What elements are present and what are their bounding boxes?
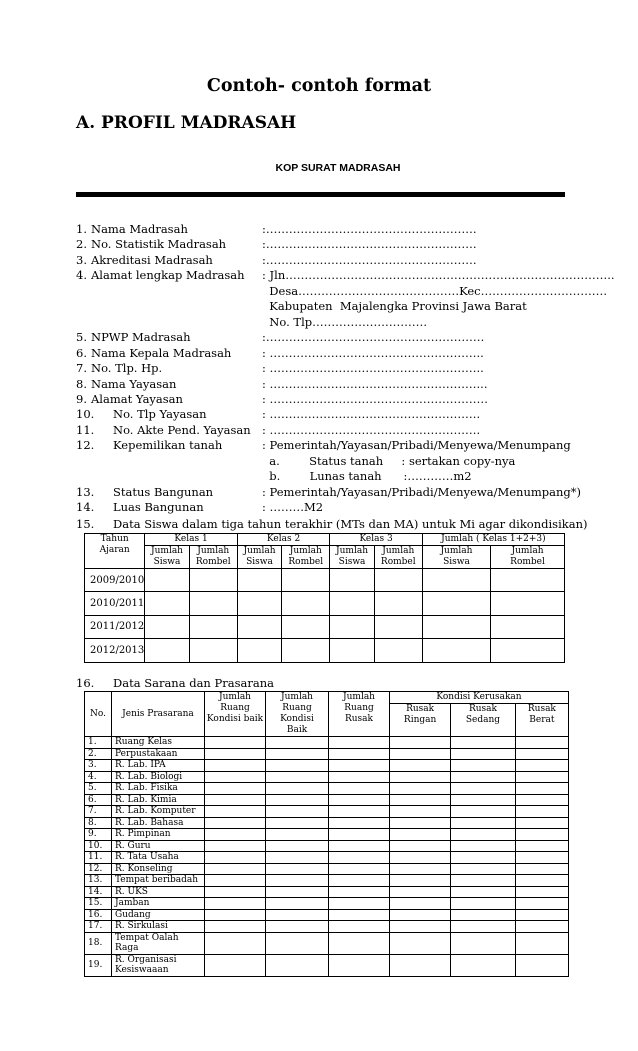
row-number: 19. xyxy=(85,954,112,976)
field-label: Alamat lengkap Madrasah xyxy=(91,268,245,283)
input-cell[interactable] xyxy=(329,771,390,783)
facility-name: R. Organisasi Kesiswaaan xyxy=(112,954,205,976)
input-cell[interactable] xyxy=(266,840,329,852)
field-value[interactable]: : ………………………………………………… xyxy=(262,391,489,406)
table-row xyxy=(85,639,565,663)
input-cell[interactable] xyxy=(451,921,516,933)
input-cell[interactable] xyxy=(266,898,329,910)
input-cell[interactable] xyxy=(237,615,281,639)
row-number: 11. xyxy=(85,852,112,864)
input-cell[interactable] xyxy=(515,817,568,829)
input-cell[interactable] xyxy=(515,829,568,841)
field-label: Nama Yayasan xyxy=(91,376,177,391)
field-value[interactable]: Desa……………………………………Kec…………………………… xyxy=(262,283,608,298)
field-value[interactable]: b. Lunas tanah :…………m2 xyxy=(262,469,472,484)
input-cell[interactable] xyxy=(515,806,568,818)
facility-name: R. Sirkulasi xyxy=(112,921,205,933)
table-row xyxy=(85,737,569,749)
input-cell[interactable] xyxy=(205,863,266,875)
input-cell[interactable] xyxy=(515,737,568,749)
field-number: 12. xyxy=(76,438,95,453)
facility-name: R. Konseling xyxy=(112,863,205,875)
field-number: 13. xyxy=(76,484,95,499)
section-title: A. PROFIL MADRASAH xyxy=(76,113,297,133)
input-cell[interactable] xyxy=(491,592,565,616)
input-cell[interactable] xyxy=(390,748,451,760)
input-cell[interactable] xyxy=(390,840,451,852)
input-cell[interactable] xyxy=(329,954,390,976)
input-cell[interactable] xyxy=(390,909,451,921)
field-value[interactable]: : Pemerintah/Yayasan/Pribadi/Menyewa/Menumpang xyxy=(262,438,571,453)
input-cell[interactable] xyxy=(329,863,390,875)
row-number: 14. xyxy=(85,886,112,898)
input-cell[interactable] xyxy=(145,592,189,616)
input-cell[interactable] xyxy=(451,954,516,976)
input-cell[interactable] xyxy=(515,898,568,910)
header-jumlah-ruang-baik: Jumlah Ruang Kondisi baik xyxy=(205,692,266,737)
table-row xyxy=(85,794,569,806)
input-cell[interactable] xyxy=(266,771,329,783)
letterhead-label: KOP SURAT MADRASAH xyxy=(275,162,401,174)
input-cell[interactable] xyxy=(451,909,516,921)
input-cell[interactable] xyxy=(282,639,330,663)
input-cell[interactable] xyxy=(329,875,390,887)
input-cell[interactable] xyxy=(329,898,390,910)
field-label: NPWP Madrasah xyxy=(91,330,191,345)
input-cell[interactable] xyxy=(189,569,237,592)
input-cell[interactable] xyxy=(329,886,390,898)
input-cell[interactable] xyxy=(266,954,329,976)
table-row xyxy=(85,921,569,933)
input-cell[interactable] xyxy=(451,760,516,772)
item-label: Data Siswa dalam tiga tahun terakhir (MTs dan MA) untuk Mi agar dikondisikan) xyxy=(113,517,588,531)
input-cell[interactable] xyxy=(205,771,266,783)
input-cell[interactable] xyxy=(451,875,516,887)
input-cell[interactable] xyxy=(205,898,266,910)
input-cell[interactable] xyxy=(266,737,329,749)
header-jumlah-siswa: Jumlah Siswa xyxy=(145,546,189,569)
field-label: Kepemilikan tanah xyxy=(113,438,223,453)
input-cell[interactable] xyxy=(205,794,266,806)
input-cell[interactable] xyxy=(390,863,451,875)
input-cell[interactable] xyxy=(390,852,451,864)
facility-name: Gudang xyxy=(112,909,205,921)
input-cell[interactable] xyxy=(374,569,422,592)
table-row xyxy=(85,748,569,760)
year-cell: 2010/2011 xyxy=(85,592,145,616)
input-cell[interactable] xyxy=(145,615,189,639)
row-number: 18. xyxy=(85,932,112,954)
row-number: 16. xyxy=(85,909,112,921)
input-cell[interactable] xyxy=(266,886,329,898)
input-cell[interactable] xyxy=(330,592,374,616)
letterhead-rule xyxy=(76,192,565,197)
row-number: 15. xyxy=(85,898,112,910)
row-number: 12. xyxy=(85,863,112,875)
header-rusak-sedang: Rusak Sedang xyxy=(451,704,516,737)
input-cell[interactable] xyxy=(189,592,237,616)
input-cell[interactable] xyxy=(422,569,490,592)
field-label: No. Akte Pend. Yayasan xyxy=(113,422,251,437)
input-cell[interactable] xyxy=(422,639,490,663)
field-value[interactable]: : Jln………………………………………………………………………….. xyxy=(262,268,615,283)
input-cell[interactable] xyxy=(451,806,516,818)
input-cell[interactable] xyxy=(205,829,266,841)
input-cell[interactable] xyxy=(205,932,266,954)
year-cell: 2012/2013 xyxy=(85,639,145,663)
table-row xyxy=(85,569,565,592)
year-cell: 2009/2010 xyxy=(85,569,145,592)
field-label: No. Statistik Madrasah xyxy=(91,237,227,252)
input-cell[interactable] xyxy=(205,909,266,921)
field-value[interactable]: : ………………………………………………. xyxy=(262,422,481,437)
row-number: 5. xyxy=(85,783,112,795)
field-label: Akreditasi Madrasah xyxy=(91,252,213,267)
input-cell[interactable] xyxy=(266,748,329,760)
input-cell[interactable] xyxy=(329,760,390,772)
student-data-table xyxy=(84,533,565,663)
input-cell[interactable] xyxy=(329,817,390,829)
field-number: 8. xyxy=(76,376,87,391)
table-row xyxy=(85,615,565,639)
row-number: 3. xyxy=(85,760,112,772)
input-cell[interactable] xyxy=(515,932,568,954)
input-cell[interactable] xyxy=(390,737,451,749)
table-row xyxy=(85,898,569,910)
header-jumlah-siswa: Jumlah Siswa xyxy=(422,546,490,569)
table-row xyxy=(85,817,569,829)
field-number: 7. xyxy=(76,361,87,376)
input-cell[interactable] xyxy=(390,898,451,910)
input-cell[interactable] xyxy=(266,875,329,887)
input-cell[interactable] xyxy=(390,921,451,933)
input-cell[interactable] xyxy=(145,639,189,663)
input-cell[interactable] xyxy=(451,932,516,954)
document-title: Contoh- contoh format xyxy=(206,76,432,96)
table-row xyxy=(85,806,569,818)
input-cell[interactable] xyxy=(329,852,390,864)
field-label: No. Tlp Yayasan xyxy=(113,407,207,422)
field-number: 11. xyxy=(76,422,95,437)
header-tahun-ajaran: Tahun Ajaran xyxy=(85,534,145,569)
input-cell[interactable] xyxy=(266,817,329,829)
input-cell[interactable] xyxy=(491,569,565,592)
input-cell[interactable] xyxy=(329,806,390,818)
header-jumlah-rombel: Jumlah Rombel xyxy=(374,546,422,569)
field-label: Status Bangunan xyxy=(113,484,214,499)
input-cell[interactable] xyxy=(451,898,516,910)
field-value[interactable]: :………………………………………………. xyxy=(262,222,477,236)
input-cell[interactable] xyxy=(515,760,568,772)
year-cell: 2011/2012 xyxy=(85,615,145,639)
facility-name: Perpustakaan xyxy=(112,748,205,760)
input-cell[interactable] xyxy=(451,863,516,875)
header-jenis-prasarana: Jenis Prasarana xyxy=(112,692,205,737)
item-number: 16. xyxy=(76,676,95,690)
table-row xyxy=(85,771,569,783)
input-cell[interactable] xyxy=(390,771,451,783)
input-cell[interactable] xyxy=(515,771,568,783)
field-value[interactable]: : Pemerintah/Yayasan/Pribadi/Menyewa/Menumpang*) xyxy=(262,484,581,499)
input-cell[interactable] xyxy=(205,806,266,818)
field-value[interactable]: :………………………………………………. xyxy=(262,237,477,252)
field-label: Nama Madrasah xyxy=(91,222,188,236)
row-number: 8. xyxy=(85,817,112,829)
input-cell[interactable] xyxy=(205,875,266,887)
input-cell[interactable] xyxy=(329,829,390,841)
row-number: 13. xyxy=(85,875,112,887)
input-cell[interactable] xyxy=(422,592,490,616)
header-jumlah-total: Jumlah ( Kelas 1+2+3) xyxy=(422,534,564,546)
facility-name: R. Guru xyxy=(112,840,205,852)
input-cell[interactable] xyxy=(329,921,390,933)
input-cell[interactable] xyxy=(282,615,330,639)
input-cell[interactable] xyxy=(515,748,568,760)
input-cell[interactable] xyxy=(205,748,266,760)
input-cell[interactable] xyxy=(329,748,390,760)
input-cell[interactable] xyxy=(266,863,329,875)
input-cell[interactable] xyxy=(390,954,451,976)
facility-name: Jamban xyxy=(112,898,205,910)
header-jumlah-siswa: Jumlah Siswa xyxy=(237,546,281,569)
header-rusak-berat: Rusak Berat xyxy=(515,704,568,737)
table-row xyxy=(85,954,569,976)
input-cell[interactable] xyxy=(451,783,516,795)
input-cell[interactable] xyxy=(329,909,390,921)
input-cell[interactable] xyxy=(451,771,516,783)
input-cell[interactable] xyxy=(515,794,568,806)
input-cell[interactable] xyxy=(515,783,568,795)
field-value[interactable]: : ………M2 xyxy=(262,500,324,515)
input-cell[interactable] xyxy=(390,875,451,887)
input-cell[interactable] xyxy=(390,783,451,795)
input-cell[interactable] xyxy=(329,840,390,852)
input-cell[interactable] xyxy=(515,852,568,864)
input-cell[interactable] xyxy=(390,806,451,818)
input-cell[interactable] xyxy=(237,639,281,663)
input-cell[interactable] xyxy=(189,639,237,663)
facility-name: Tempat beribadah xyxy=(112,875,205,887)
row-number: 4. xyxy=(85,771,112,783)
header-jumlah-ruang-kondisi-baik: Jumlah Ruang Kondisi Baik xyxy=(266,692,329,737)
input-cell[interactable] xyxy=(515,863,568,875)
input-cell[interactable] xyxy=(390,886,451,898)
field-number: 1. xyxy=(76,222,87,236)
field-number: 6. xyxy=(76,345,87,360)
table-row xyxy=(85,863,569,875)
field-number: 4. xyxy=(76,268,87,283)
row-number: 10. xyxy=(85,840,112,852)
field-value[interactable]: : ……………………………………………….. xyxy=(262,361,484,376)
facility-name: R. Lab. Biologi xyxy=(112,771,205,783)
input-cell[interactable] xyxy=(515,909,568,921)
table-row xyxy=(85,932,569,954)
table-row xyxy=(85,592,565,616)
item-label: Data Sarana dan Prasarana xyxy=(113,676,274,690)
input-cell[interactable] xyxy=(145,569,189,592)
row-number: 1. xyxy=(85,737,112,749)
input-cell[interactable] xyxy=(390,829,451,841)
table-row xyxy=(85,840,569,852)
field-number: 9. xyxy=(76,391,87,406)
header-jumlah-siswa: Jumlah Siswa xyxy=(330,546,374,569)
input-cell[interactable] xyxy=(491,615,565,639)
header-jumlah-rombel: Jumlah Rombel xyxy=(491,546,565,569)
field-label: Alamat Yayasan xyxy=(91,391,183,406)
facility-table xyxy=(84,691,569,977)
input-cell[interactable] xyxy=(451,794,516,806)
input-cell[interactable] xyxy=(205,783,266,795)
table-row xyxy=(85,760,569,772)
row-number: 6. xyxy=(85,794,112,806)
input-cell[interactable] xyxy=(451,817,516,829)
item-number: 15. xyxy=(76,517,95,531)
input-cell[interactable] xyxy=(205,737,266,749)
input-cell[interactable] xyxy=(451,737,516,749)
input-cell[interactable] xyxy=(329,794,390,806)
field-value[interactable]: a. Status tanah : sertakan copy-nya xyxy=(262,453,516,468)
input-cell[interactable] xyxy=(330,639,374,663)
row-number: 2. xyxy=(85,748,112,760)
field-number: 5. xyxy=(76,330,87,345)
field-value[interactable]: : ……………………………………………….. xyxy=(262,345,484,360)
input-cell[interactable] xyxy=(266,932,329,954)
header-rusak-ringan: Rusak Ringan xyxy=(390,704,451,737)
table-row xyxy=(85,909,569,921)
input-cell[interactable] xyxy=(266,806,329,818)
table-row xyxy=(85,886,569,898)
input-cell[interactable] xyxy=(374,615,422,639)
input-cell[interactable] xyxy=(390,760,451,772)
header-kelas-3: Kelas 3 xyxy=(330,534,423,546)
input-cell[interactable] xyxy=(266,829,329,841)
header-no: No. xyxy=(85,692,112,737)
input-cell[interactable] xyxy=(205,817,266,829)
input-cell[interactable] xyxy=(205,954,266,976)
facility-name: Ruang Kelas xyxy=(112,737,205,749)
input-cell[interactable] xyxy=(515,954,568,976)
input-cell[interactable] xyxy=(451,886,516,898)
input-cell[interactable] xyxy=(330,615,374,639)
facility-name: R. Lab. Komputer xyxy=(112,806,205,818)
header-jumlah-rombel: Jumlah Rombel xyxy=(282,546,330,569)
input-cell[interactable] xyxy=(515,921,568,933)
header-kelas-1: Kelas 1 xyxy=(145,534,238,546)
facility-name: R. Lab. Fisika xyxy=(112,783,205,795)
input-cell[interactable] xyxy=(491,639,565,663)
input-cell[interactable] xyxy=(451,829,516,841)
input-cell[interactable] xyxy=(390,932,451,954)
facility-name: R. UKS xyxy=(112,886,205,898)
input-cell[interactable] xyxy=(266,852,329,864)
input-cell[interactable] xyxy=(205,886,266,898)
input-cell[interactable] xyxy=(205,840,266,852)
input-cell[interactable] xyxy=(266,794,329,806)
input-cell[interactable] xyxy=(205,852,266,864)
table-row xyxy=(85,829,569,841)
row-number: 17. xyxy=(85,921,112,933)
input-cell[interactable] xyxy=(266,921,329,933)
facility-name: Tempat Oalah Raga xyxy=(112,932,205,954)
input-cell[interactable] xyxy=(266,760,329,772)
input-cell[interactable] xyxy=(451,840,516,852)
input-cell[interactable] xyxy=(451,852,516,864)
input-cell[interactable] xyxy=(515,840,568,852)
facility-name: R. Lab. Bahasa xyxy=(112,817,205,829)
field-label: No. Tlp. Hp. xyxy=(91,361,163,376)
input-cell[interactable] xyxy=(329,783,390,795)
field-label: Nama Kepala Madrasah xyxy=(91,345,232,360)
field-value[interactable]: :………………………………………………… xyxy=(262,330,485,345)
input-cell[interactable] xyxy=(266,783,329,795)
input-cell[interactable] xyxy=(205,760,266,772)
field-label: Luas Bangunan xyxy=(113,500,204,515)
header-kelas-2: Kelas 2 xyxy=(237,534,330,546)
input-cell[interactable] xyxy=(205,921,266,933)
field-number: 10. xyxy=(76,407,95,422)
field-number: 3. xyxy=(76,252,87,267)
facility-name: R. Pimpinan xyxy=(112,829,205,841)
field-value[interactable]: :………………………………………………. xyxy=(262,252,477,267)
table-row xyxy=(85,783,569,795)
header-kondisi-kerusakan: Kondisi Kerusakan xyxy=(390,692,569,704)
input-cell[interactable] xyxy=(374,592,422,616)
field-number: 14. xyxy=(76,500,95,515)
field-value[interactable]: : ………………………………………………... xyxy=(262,376,488,391)
input-cell[interactable] xyxy=(390,794,451,806)
input-cell[interactable] xyxy=(329,737,390,749)
input-cell[interactable] xyxy=(451,748,516,760)
field-value[interactable]: No. Tlp………………………… xyxy=(262,314,428,329)
input-cell[interactable] xyxy=(329,932,390,954)
facility-name: R. Lab. IPA xyxy=(112,760,205,772)
input-cell[interactable] xyxy=(237,569,281,592)
row-number: 7. xyxy=(85,806,112,818)
input-cell[interactable] xyxy=(374,639,422,663)
row-number: 9. xyxy=(85,829,112,841)
header-jumlah-rombel: Jumlah Rombel xyxy=(189,546,237,569)
field-number: 2. xyxy=(76,237,87,252)
field-value[interactable]: : ………………………………………………. xyxy=(262,407,481,422)
input-cell[interactable] xyxy=(422,615,490,639)
input-cell[interactable] xyxy=(390,817,451,829)
input-cell[interactable] xyxy=(330,569,374,592)
facility-name: R. Lab. Kimia xyxy=(112,794,205,806)
input-cell[interactable] xyxy=(515,886,568,898)
input-cell[interactable] xyxy=(189,615,237,639)
header-jumlah-ruang-rusak: Jumlah Ruang Rusak xyxy=(329,692,390,737)
input-cell[interactable] xyxy=(282,569,330,592)
input-cell[interactable] xyxy=(237,592,281,616)
facility-name: R. Tata Usaha xyxy=(112,852,205,864)
input-cell[interactable] xyxy=(282,592,330,616)
input-cell[interactable] xyxy=(515,875,568,887)
table-row xyxy=(85,875,569,887)
field-value[interactable]: Kabupaten Majalengka Provinsi Jawa Barat xyxy=(262,299,527,314)
input-cell[interactable] xyxy=(266,909,329,921)
table-row xyxy=(85,852,569,864)
